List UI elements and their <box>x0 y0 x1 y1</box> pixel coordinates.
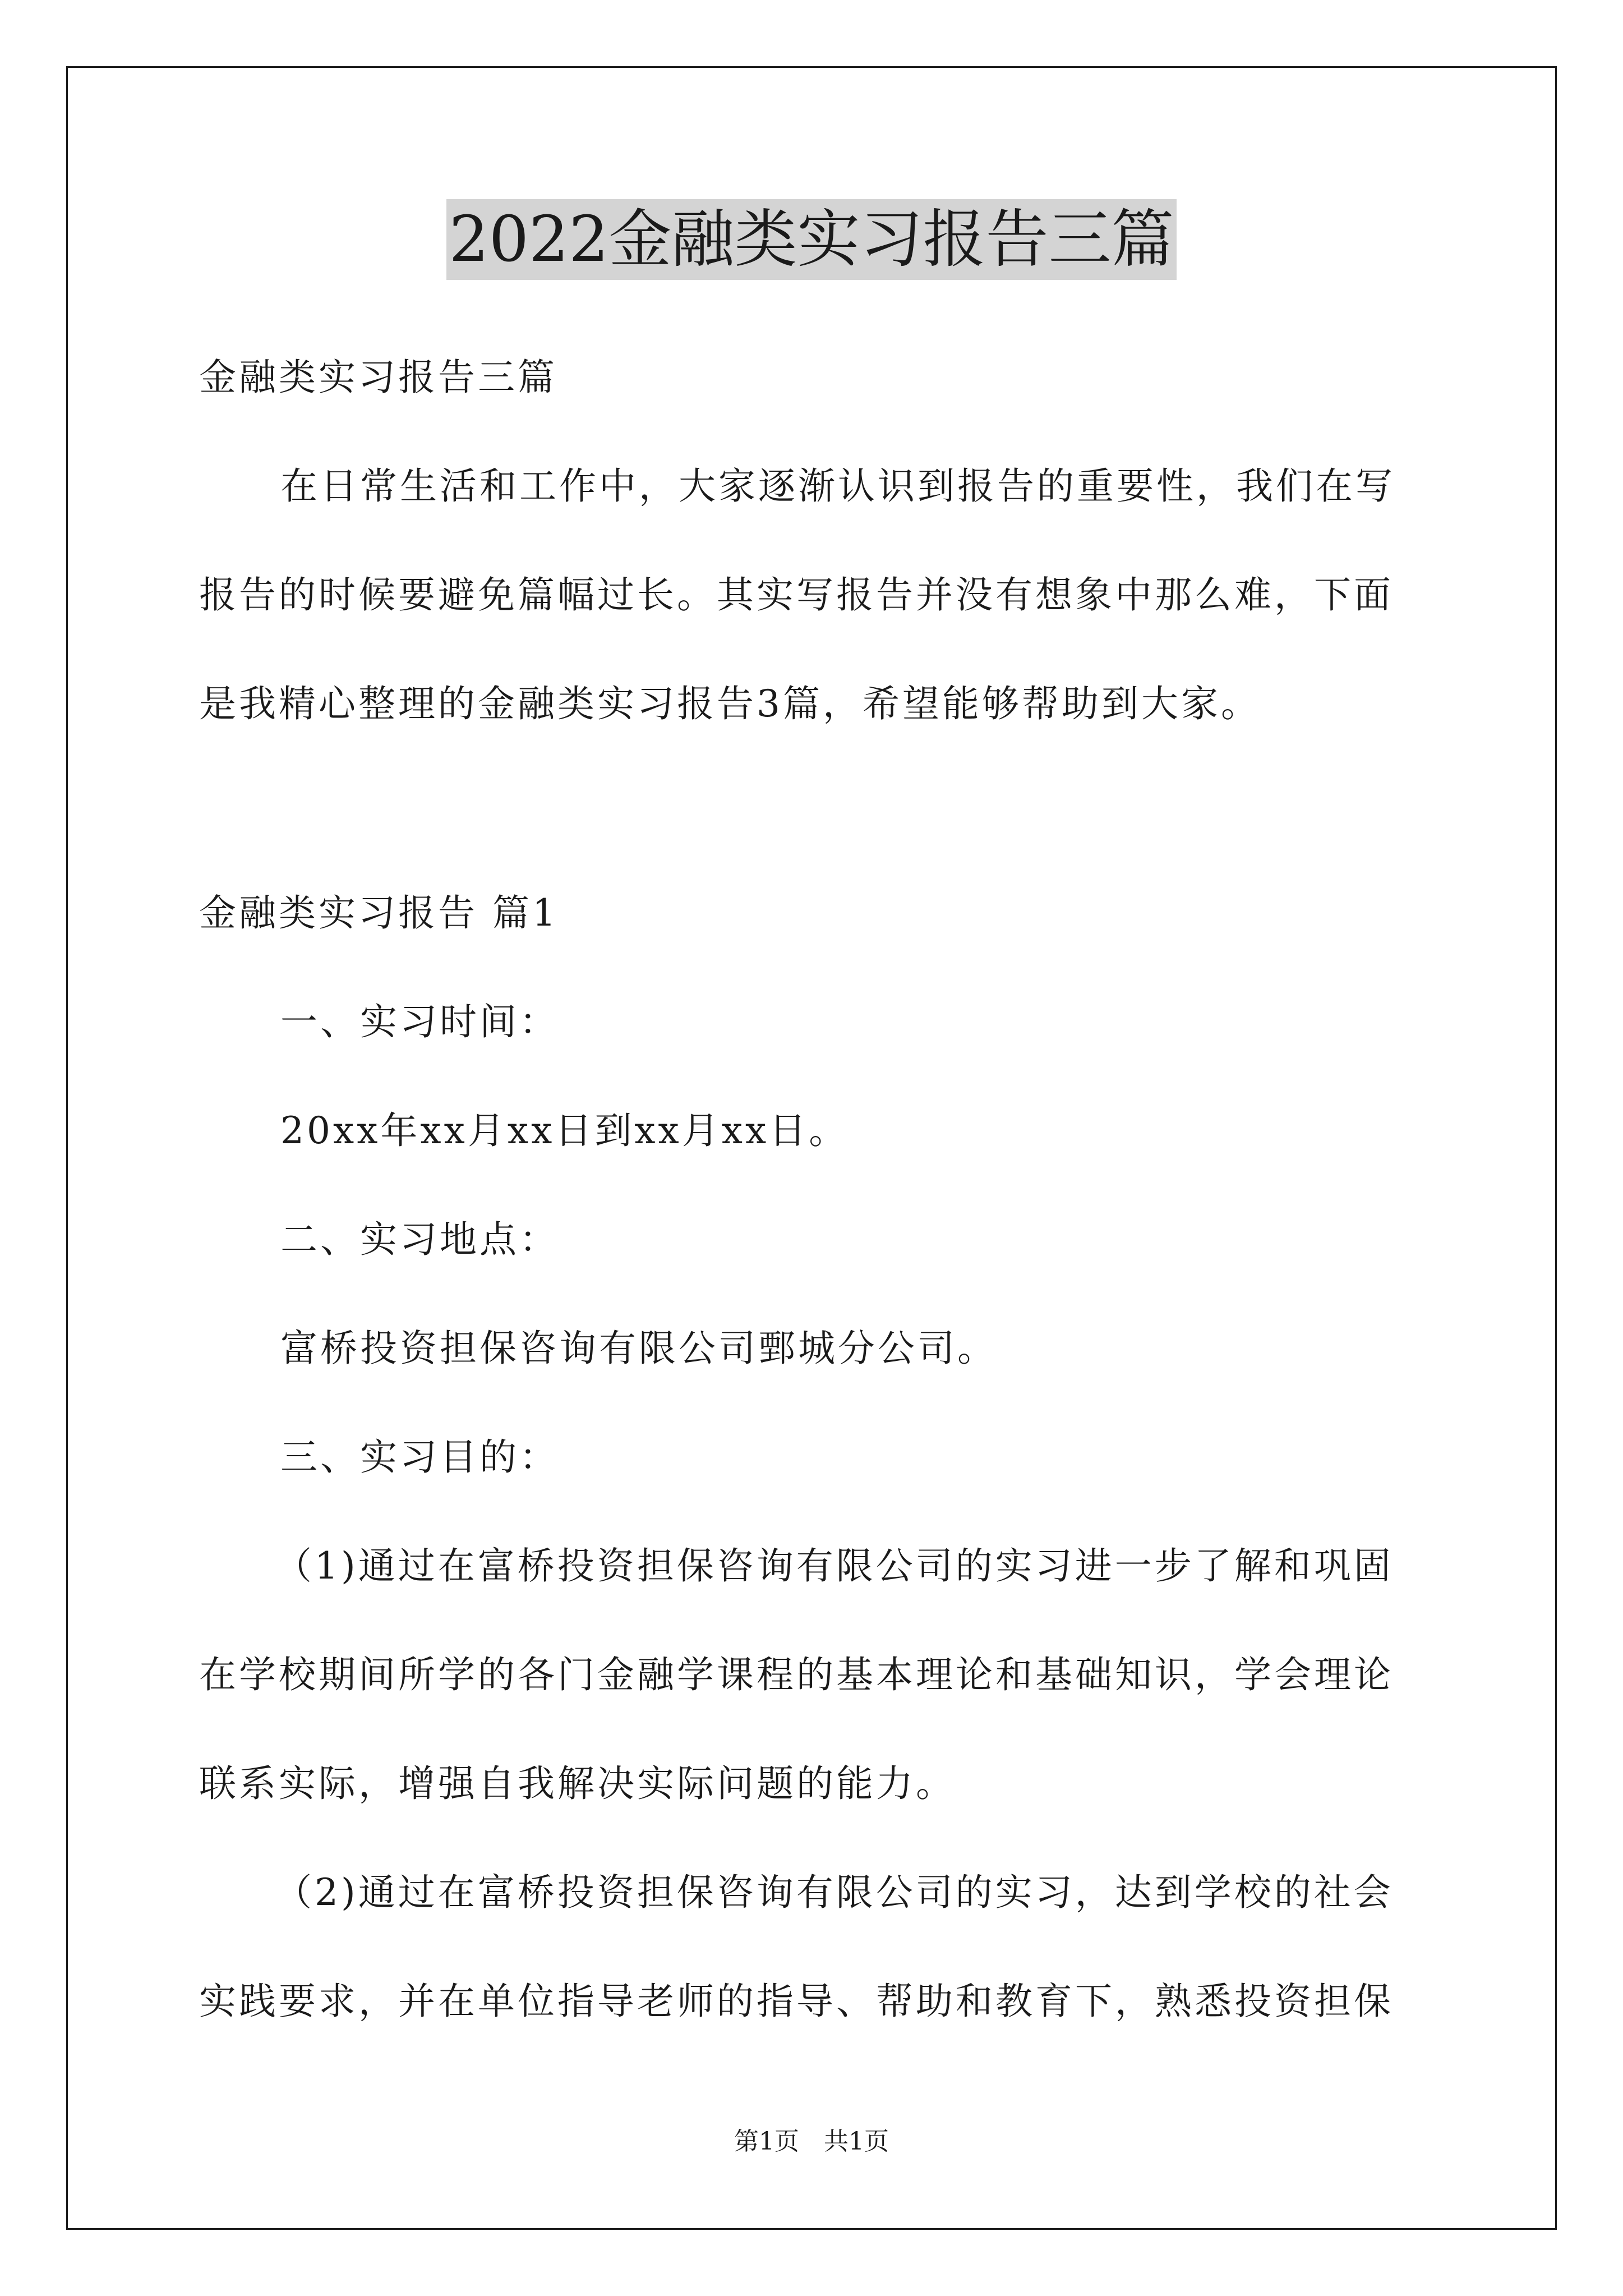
paragraph-line: 联系实际，增强自我解决实际问题的能力。 <box>199 1762 956 1805</box>
paragraph-line: 报告的时候要避免篇幅过长。其实写报告并没有想象中那么难，下面 <box>199 573 1394 616</box>
paragraph-line: 一、实习时间： <box>280 1000 559 1043</box>
paragraph-line: 在日常生活和工作中，大家逐渐认识到报告的重要性，我们在写 <box>280 464 1395 508</box>
paragraph-line: 二、实习地点： <box>280 1218 559 1261</box>
paragraph-line: 在学校期间所学的各门金融学课程的基本理论和基础知识，学会理论 <box>199 1653 1394 1696</box>
paragraph-line: 是我精心整理的金融类实习报告3篇，希望能够帮助到大家。 <box>199 682 1261 725</box>
paragraph-line: 20xx年xx月xx日到xx月xx日。 <box>280 1109 849 1152</box>
document-title: 2022金融类实习报告三篇 <box>446 199 1176 280</box>
doc-subtitle: 金融类实习报告三篇 <box>199 356 557 399</box>
paragraph-line: （1)通过在富桥投资担保咨询有限公司的实习进一步了解和巩固 <box>275 1544 1394 1588</box>
paragraph-line: 富桥投资担保咨询有限公司鄄城分公司。 <box>280 1327 997 1370</box>
paragraph-line: （2)通过在富桥投资担保咨询有限公司的实习，达到学校的社会 <box>275 1871 1394 1914</box>
paragraph-line: 实践要求，并在单位指导老师的指导、帮助和教育下，熟悉投资担保 <box>199 1980 1394 2023</box>
paragraph-line: 三、实习目的： <box>280 1435 559 1479</box>
title-container <box>0 199 1623 280</box>
section-heading: 金融类实习报告 篇1 <box>199 891 559 935</box>
page-footer: 第1页 共1页 <box>734 2127 889 2156</box>
